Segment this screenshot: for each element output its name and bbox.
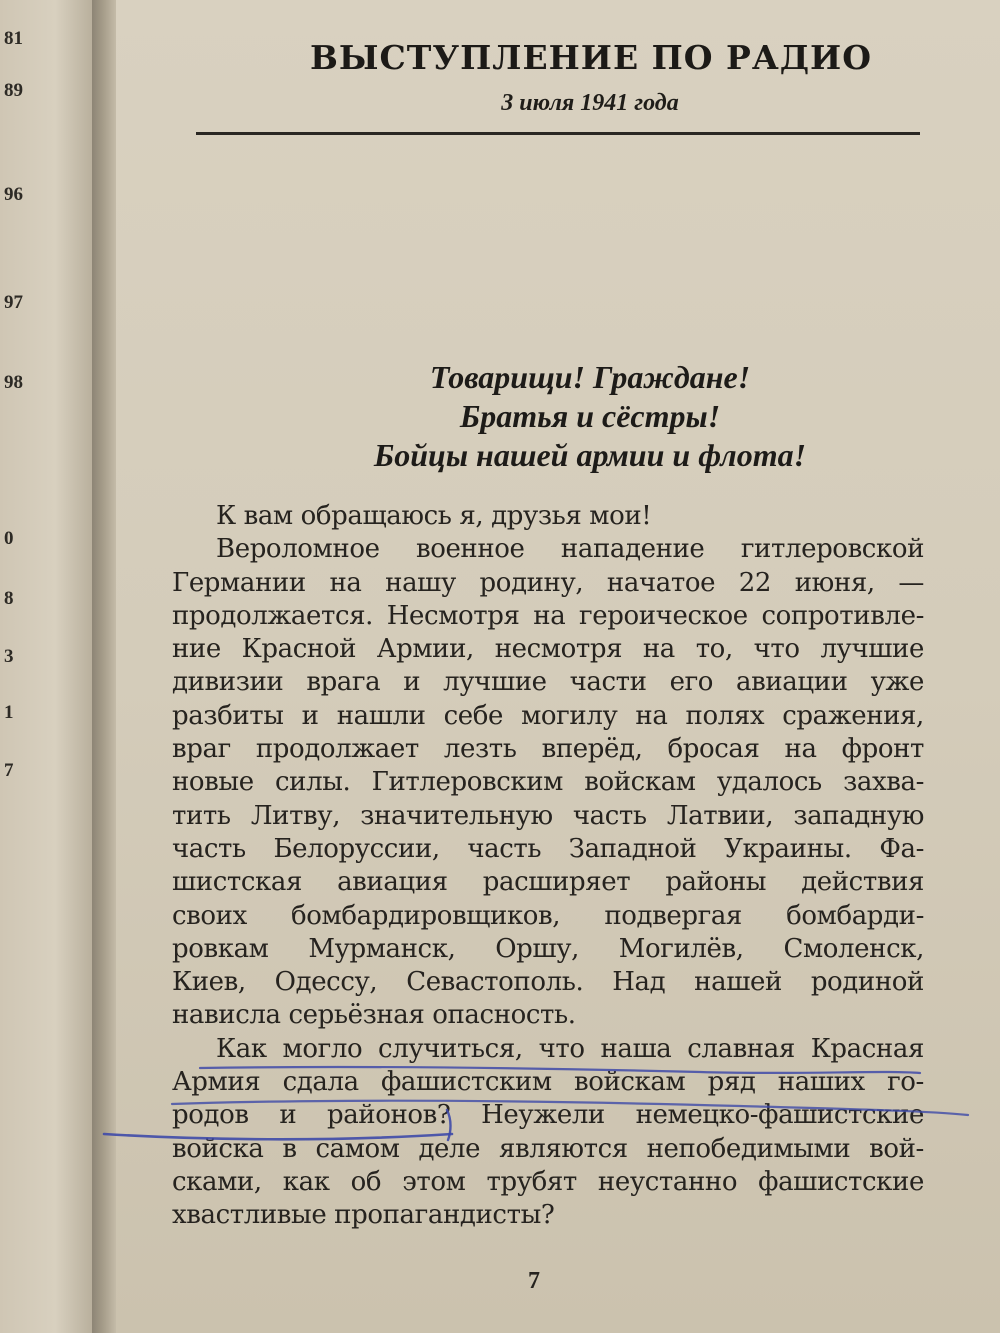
word: сражения, bbox=[782, 700, 924, 731]
word: фронт bbox=[841, 734, 924, 765]
text-line bbox=[172, 966, 924, 999]
word: ровкам bbox=[172, 933, 269, 964]
word: наших bbox=[777, 1067, 865, 1098]
word: Красной bbox=[241, 634, 356, 665]
word: самом bbox=[315, 1133, 400, 1164]
text-line bbox=[172, 600, 924, 633]
word: Гитлеровским bbox=[371, 767, 563, 798]
word: Латвии, bbox=[666, 800, 774, 831]
word: районов? bbox=[326, 1100, 451, 1131]
margin-page-number: 7 bbox=[4, 760, 14, 781]
text-line bbox=[172, 933, 924, 966]
word: и bbox=[301, 700, 319, 731]
salutation-line: Бойцы нашей армии и флота! bbox=[373, 437, 807, 473]
text-line bbox=[172, 567, 924, 600]
word: нападение bbox=[560, 534, 705, 565]
word: авиации bbox=[736, 667, 848, 698]
word: гитлеровской bbox=[740, 534, 924, 565]
word: войскам bbox=[584, 767, 696, 798]
word: ние bbox=[172, 634, 221, 665]
word: войскам bbox=[573, 1067, 686, 1098]
text-line bbox=[172, 733, 924, 766]
word: часть bbox=[467, 833, 542, 864]
page-title: ВЫСТУПЛЕНИЕ ПО РАДИО bbox=[309, 38, 872, 77]
word: наша bbox=[600, 1033, 672, 1064]
word: что bbox=[753, 634, 800, 665]
body-text bbox=[172, 500, 924, 1233]
word: героическое bbox=[579, 600, 748, 631]
word: часть bbox=[572, 800, 647, 831]
word: немецко-фашистские bbox=[635, 1100, 924, 1131]
word: подвергая bbox=[604, 900, 742, 931]
word: своих bbox=[172, 900, 247, 931]
word: вперёд, bbox=[541, 734, 643, 765]
text-line bbox=[172, 1166, 924, 1199]
text-line bbox=[172, 766, 924, 799]
word: лучшие bbox=[443, 667, 547, 698]
word: и bbox=[403, 667, 421, 698]
word: Смоленск, bbox=[783, 933, 924, 964]
margin-page-number: 98 bbox=[4, 372, 23, 393]
word: полях bbox=[685, 700, 765, 731]
word: Украины. bbox=[724, 833, 852, 864]
salutation-line: Братья и сёстры! bbox=[459, 398, 721, 434]
word: Как bbox=[216, 1033, 267, 1064]
word: об bbox=[350, 1166, 382, 1197]
word: бомбарди- bbox=[786, 900, 924, 931]
word: захва- bbox=[843, 767, 924, 798]
word: го- bbox=[887, 1067, 924, 1098]
word: ряд bbox=[707, 1067, 756, 1098]
word: деле bbox=[418, 1133, 481, 1164]
word: нашу bbox=[385, 567, 456, 598]
text-line: К вам обращаюсь я, друзья мои! bbox=[216, 501, 652, 531]
word: разбиты bbox=[172, 700, 284, 731]
word: нашей bbox=[694, 967, 782, 998]
word: Армии, bbox=[376, 634, 474, 665]
word: себе bbox=[443, 700, 504, 731]
salutation bbox=[190, 358, 990, 475]
word: и bbox=[279, 1100, 297, 1131]
word: случиться, bbox=[378, 1033, 523, 1064]
word: на bbox=[329, 567, 362, 598]
word: Могилёв, bbox=[618, 933, 744, 964]
word: Красная bbox=[810, 1033, 924, 1064]
word: родиной bbox=[810, 967, 924, 998]
word: шистская bbox=[172, 867, 302, 898]
word: неустанно bbox=[597, 1166, 738, 1197]
text-line bbox=[172, 1133, 924, 1166]
word: на bbox=[784, 734, 817, 765]
word: как bbox=[282, 1166, 330, 1197]
word: войска bbox=[172, 1133, 264, 1164]
word: сками, bbox=[172, 1166, 262, 1197]
word: Несмотря bbox=[386, 600, 520, 631]
word: его bbox=[669, 667, 714, 698]
text-line bbox=[172, 900, 924, 933]
word: фашистские bbox=[758, 1166, 924, 1197]
word: на bbox=[533, 600, 566, 631]
word: Мурманск, bbox=[308, 933, 456, 964]
word: удалось bbox=[716, 767, 822, 798]
word: то, bbox=[695, 634, 733, 665]
word: авиация bbox=[337, 867, 448, 898]
text-line bbox=[172, 700, 924, 733]
word: Белоруссии, bbox=[273, 833, 440, 864]
word: несмотря bbox=[494, 634, 623, 665]
book-gutter bbox=[92, 0, 118, 1333]
margin-page-number: 81 bbox=[4, 28, 23, 49]
word: родов bbox=[172, 1100, 249, 1131]
word: Фа- bbox=[879, 833, 924, 864]
word: Неужели bbox=[481, 1100, 605, 1131]
word: дивизии bbox=[172, 667, 284, 698]
word: Германии bbox=[172, 567, 306, 598]
word: части bbox=[569, 667, 647, 698]
text-line bbox=[172, 833, 924, 866]
word: Западной bbox=[568, 833, 697, 864]
word: Литву, bbox=[250, 800, 341, 831]
word: сопротивле- bbox=[761, 600, 924, 631]
word: Над bbox=[612, 967, 666, 998]
word: этом bbox=[402, 1166, 466, 1197]
word: — bbox=[898, 567, 924, 598]
word: западную bbox=[793, 800, 924, 831]
word: родину, bbox=[479, 567, 584, 598]
margin-page-number: 97 bbox=[4, 292, 23, 313]
word: Армия bbox=[172, 1067, 261, 1098]
word: могилу bbox=[521, 700, 618, 731]
margin-page-number: 96 bbox=[4, 184, 23, 205]
page-date: 3 июля 1941 года bbox=[501, 90, 679, 116]
word: начатое bbox=[606, 567, 716, 598]
word: продолжает bbox=[255, 734, 419, 765]
word: 22 bbox=[738, 567, 772, 598]
word: Оршу, bbox=[495, 933, 579, 964]
margin-page-number: 89 bbox=[4, 80, 23, 101]
word: силы. bbox=[274, 767, 351, 798]
text-line bbox=[172, 533, 924, 566]
text-line bbox=[172, 633, 924, 666]
word: бросая bbox=[667, 734, 760, 765]
word: уже bbox=[870, 667, 924, 698]
word: в bbox=[282, 1133, 297, 1164]
word: славная bbox=[687, 1033, 795, 1064]
text-line bbox=[172, 666, 924, 699]
word: значительную bbox=[360, 800, 553, 831]
word: Вероломное bbox=[216, 534, 380, 565]
word: июня, bbox=[794, 567, 875, 598]
header-divider bbox=[196, 132, 920, 135]
paragraph-1 bbox=[172, 500, 924, 533]
text-line bbox=[172, 1033, 924, 1066]
text-line bbox=[172, 800, 924, 833]
paragraph-3 bbox=[172, 1033, 924, 1233]
word: тить bbox=[172, 800, 231, 831]
word: что bbox=[538, 1033, 585, 1064]
word: на bbox=[642, 634, 675, 665]
margin-page-number: 0 bbox=[4, 528, 14, 549]
word: Киев, bbox=[172, 967, 246, 998]
margin-page-number: 3 bbox=[4, 646, 14, 667]
word: Одессу, bbox=[274, 967, 378, 998]
text-line bbox=[172, 1066, 924, 1099]
word: новые bbox=[172, 767, 254, 798]
text-line: хвастливые пропагандисты? bbox=[172, 1200, 555, 1231]
word: военное bbox=[415, 534, 525, 565]
word: фашистским bbox=[380, 1067, 552, 1098]
word: лезть bbox=[443, 734, 517, 765]
text-line: нависла серьёзная опасность. bbox=[172, 1000, 576, 1031]
word: врага bbox=[306, 667, 381, 698]
word: лучшие bbox=[820, 634, 924, 665]
previous-page-edge bbox=[0, 0, 92, 1333]
word: действия bbox=[801, 867, 924, 898]
word: районы bbox=[665, 867, 767, 898]
word: могло bbox=[282, 1033, 363, 1064]
word: часть bbox=[172, 833, 246, 864]
margin-page-number: 1 bbox=[4, 702, 14, 723]
text-line bbox=[172, 866, 924, 899]
word: бомбардировщиков, bbox=[291, 900, 561, 931]
word: сдала bbox=[282, 1067, 359, 1098]
word: расширяет bbox=[482, 867, 631, 898]
word: непобедимыми bbox=[646, 1133, 851, 1164]
word: вой- bbox=[869, 1133, 924, 1164]
salutation-line: Товарищи! Граждане! bbox=[429, 359, 751, 395]
word: нашли bbox=[336, 700, 426, 731]
margin-page-number: 8 bbox=[4, 588, 14, 609]
paragraph-2 bbox=[172, 533, 924, 1032]
page-number: 7 bbox=[528, 1268, 540, 1294]
text-line bbox=[172, 1099, 924, 1132]
word: являются bbox=[498, 1133, 628, 1164]
word: враг bbox=[172, 734, 231, 765]
word: на bbox=[635, 700, 668, 731]
word: Севастополь. bbox=[406, 967, 584, 998]
word: трубят bbox=[486, 1166, 577, 1197]
word: продолжается. bbox=[172, 600, 374, 631]
